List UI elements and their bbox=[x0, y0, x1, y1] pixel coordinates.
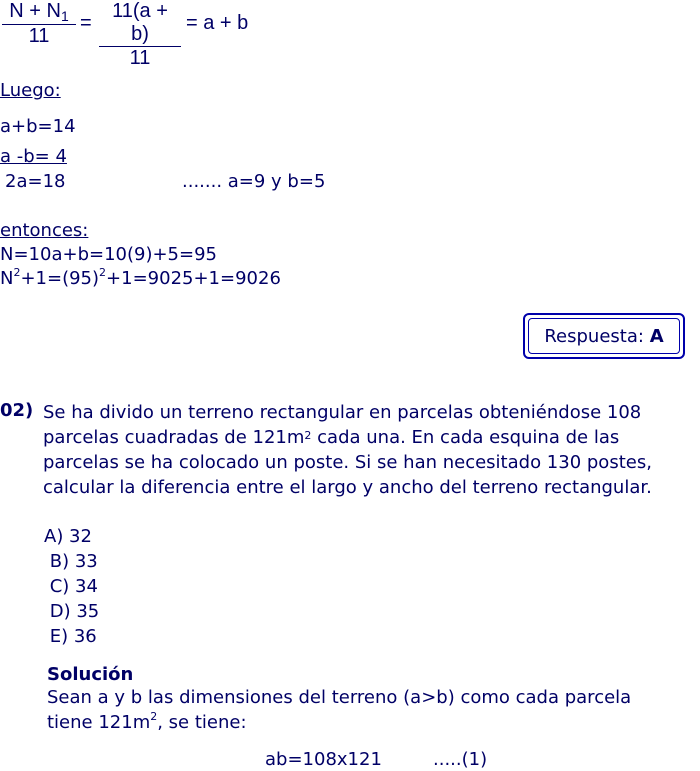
fraction-1-subscript: 1 bbox=[60, 8, 69, 24]
problem-line-1: Se ha divido un terreno rectangular en parcelas obteniéndose 108 bbox=[43, 402, 642, 423]
option-c: C) 34 bbox=[44, 576, 98, 597]
solution-line-1: Sean a y b las dimensiones del terreno (a>b) como cada parcela bbox=[47, 687, 632, 708]
problem-number: 02) bbox=[0, 400, 34, 421]
solution-ref: .....(1) bbox=[433, 749, 488, 770]
equals-sign: = bbox=[80, 12, 92, 34]
fraction-1 bbox=[2, 0, 76, 48]
fraction-2-denominator: 11 bbox=[129, 47, 151, 69]
answer-options bbox=[44, 524, 99, 649]
entonces-line-1: N=10a+b=10(9)+5=95 bbox=[0, 244, 217, 265]
luego-line-2: a -b= 4 bbox=[0, 146, 67, 167]
option-a: A) 32 bbox=[44, 526, 92, 547]
answer-label: Respuesta: bbox=[544, 325, 644, 347]
answer-value: A bbox=[649, 325, 664, 347]
fraction-1-numerator: N + N bbox=[9, 0, 61, 22]
luego-line-3: 2a=18 bbox=[5, 171, 66, 192]
option-b: B) 33 bbox=[44, 551, 98, 572]
option-e: E) 36 bbox=[44, 626, 97, 647]
problem-statement bbox=[43, 400, 698, 500]
solution-equation: ab=108x121 bbox=[265, 749, 382, 770]
solution-line-2: tiene $121m^2$, se tiene: bbox=[47, 710, 247, 733]
solution-title: Solución bbox=[47, 664, 134, 685]
fraction-2-numerator: 11(a + b) bbox=[112, 0, 168, 45]
problem-line-4: calcular la diferencia entre el largo y ancho del terreno rectangular. bbox=[43, 477, 652, 498]
luego-title: Luego: bbox=[0, 80, 61, 101]
problem-line-3: parcelas se ha colocado un poste. Si se han necesitado 130 postes, bbox=[43, 452, 652, 473]
fraction-1-denominator: 11 bbox=[28, 25, 50, 47]
entonces-title: entonces: bbox=[0, 220, 89, 241]
option-d: D) 35 bbox=[44, 601, 100, 622]
luego-line-1: a+b=14 bbox=[0, 116, 76, 137]
entonces-line-2: $N^2+1=(95)^2+1=9025+1=9026$ bbox=[0, 266, 281, 289]
answer-box bbox=[523, 313, 685, 359]
equation-rhs: = a + b bbox=[186, 12, 249, 34]
fraction-2 bbox=[99, 0, 181, 70]
problem-line-2: parcelas cuadradas de $121m^2$ cada una. En cada esquina de las bbox=[43, 427, 620, 448]
luego-result: ....... a=9 y b=5 bbox=[182, 171, 326, 192]
